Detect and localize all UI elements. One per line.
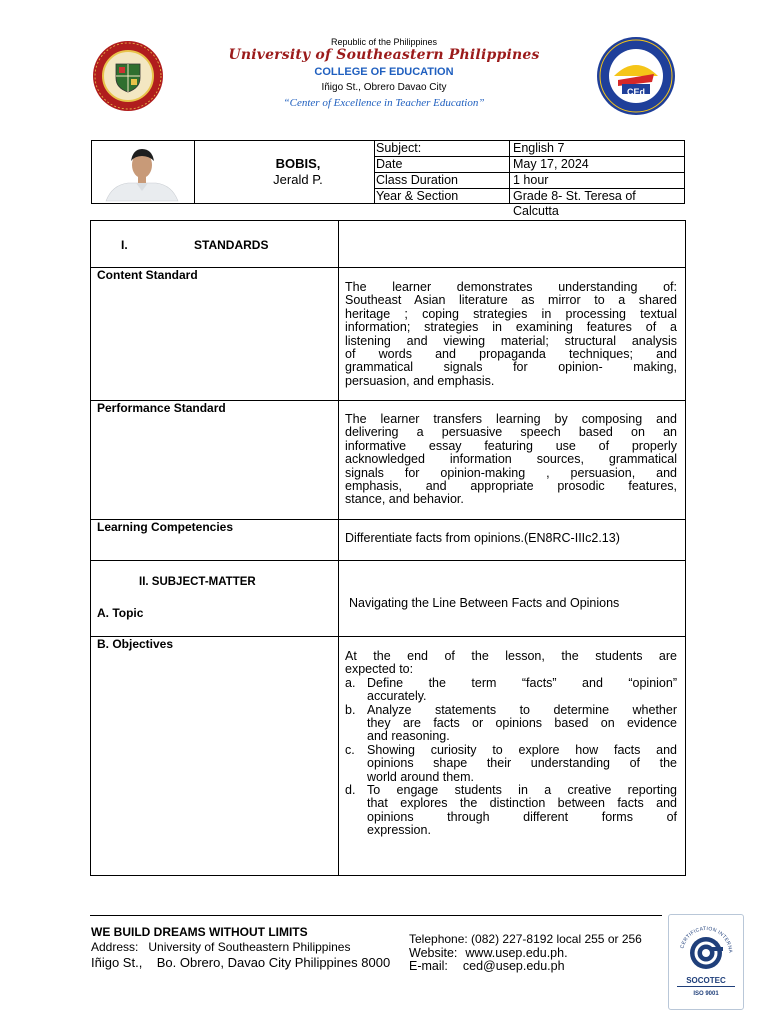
- footer-address-line1: Address: University of Southeastern Philippines: [91, 940, 351, 954]
- teacher-name-cell: [194, 141, 375, 203]
- objectives-text: At the end of the lesson, the students are expected to: a. Define the term “facts” and “opinion” accurately. b. Analyze statements to determine whether they are facts or opinions based on evidence and reasoning. c. Showing curiosity to explore how facts and opinions shape their understanding of the world around them. d. To engage students in a creative reporting that explores the distinction between facts and opinions through different forms of expression.: [345, 649, 677, 838]
- college-name: COLLEGE OF EDUCATION: [314, 66, 454, 78]
- footer-address-line2: Iñigo St., Bo. Obrero, Davao City Philippines 8000: [91, 955, 391, 970]
- badge-iso: ISO 9001: [693, 991, 719, 997]
- info-value: Grade 8- St. Teresa of Calcutta: [513, 189, 636, 218]
- info-label: Subject:: [376, 141, 510, 156]
- list-item: a. Define the term “facts” and “opinion” accurately.: [345, 675, 677, 704]
- standards-heading: STANDARDS: [194, 238, 269, 252]
- topic-text: Navigating the Line Between Facts and Opinions: [349, 596, 620, 610]
- info-row-date: [374, 157, 684, 173]
- footer-divider: [90, 915, 662, 916]
- info-rows: [374, 141, 684, 218]
- college-address: Iñigo St., Obrero Davao City: [321, 82, 447, 93]
- content-standard-text: The learner demonstrates understanding of: Southeast Asian literature as mirror to a shared heritage ; coping strategies in processing textual information; strategies in examining features of a listening and viewing material; structural analysis of words and propaganda techniques; and grammatical signals for opinion- making, persuasion, and emphasis.: [345, 280, 677, 388]
- performance-standard-text: The learner transfers learning by composing and delivering a persuasive speech based on an informative essay featuring use of properly acknowledged information sources, grammatical signals for opinion-making , persuasion, and emphasis, and appropriate prosodic features, stance, and behavior.: [345, 412, 677, 507]
- badge-brand: SOCOTEC: [686, 976, 726, 985]
- email-link[interactable]: ced@usep.edu.ph: [462, 959, 565, 973]
- list-item: b. Analyze statements to determine whether they are facts or opinions based on evidence and reasoning.: [345, 702, 677, 744]
- list-item: d. To engage students in a creative reporting that explores the distinction between facts and opinions through different forms of expression.: [345, 783, 677, 838]
- footer-email: E-mail: ced@usep.edu.ph: [409, 959, 565, 973]
- seal-ced-text: CEd: [627, 87, 645, 97]
- subject-matter-heading: II. SUBJECT-MATTER: [139, 576, 256, 588]
- standards-heading-number: I.: [121, 238, 128, 252]
- info-value: May 17, 2024: [513, 157, 589, 171]
- info-label: Date: [376, 157, 510, 172]
- teacher-photo-cell: [92, 141, 195, 203]
- objectives-label: B. Objectives: [97, 637, 174, 651]
- info-value: English 7: [513, 141, 565, 155]
- info-label: Class Duration: [376, 173, 510, 188]
- info-row-subject: [374, 141, 684, 157]
- teacher-last-name: BOBIS,: [275, 156, 321, 171]
- college-tagline: “Center of Excellence in Teacher Education”: [283, 97, 485, 109]
- lesson-info-table: [91, 140, 685, 218]
- teacher-first-name: Jerald P.: [273, 172, 323, 187]
- footer-website: Website: www.usep.edu.ph.: [409, 946, 568, 960]
- info-value: 1 hour: [513, 173, 549, 187]
- college-of-education-seal-icon: [596, 36, 676, 116]
- website-link[interactable]: www.usep.edu.ph.: [465, 946, 568, 960]
- lesson-plan-table: [90, 220, 686, 876]
- list-item: c. Showing curiosity to explore how facts and opinions shape their understanding of the world around them.: [345, 742, 677, 784]
- republic-heading: Republic of the Philippines: [330, 37, 438, 47]
- learning-competencies-label: Learning Competencies: [97, 520, 234, 534]
- badge-arc-text: CERTIFICATION INTERNA: [679, 925, 734, 954]
- footer-telephone: Telephone: (082) 227-8192 local 255 or 256: [409, 932, 642, 946]
- learning-competencies-text: Differentiate facts from opinions.(EN8RC-IIIc2.13): [345, 531, 620, 545]
- info-row-duration: [374, 173, 684, 189]
- performance-standard-label: Performance Standard: [97, 401, 226, 415]
- topic-label: A. Topic: [97, 606, 144, 620]
- objectives-list: [345, 677, 677, 838]
- usep-seal-icon: [92, 40, 164, 112]
- socotec-iso-badge-icon: [668, 914, 744, 1010]
- info-label: Year & Section: [376, 189, 510, 203]
- university-name: University of Southeastern Philippines: [228, 47, 540, 63]
- teacher-photo: [92, 141, 192, 203]
- content-standard-label: Content Standard: [97, 268, 198, 282]
- info-row-section: [374, 189, 684, 218]
- footer-motto: WE BUILD DREAMS WITHOUT LIMITS: [91, 925, 308, 939]
